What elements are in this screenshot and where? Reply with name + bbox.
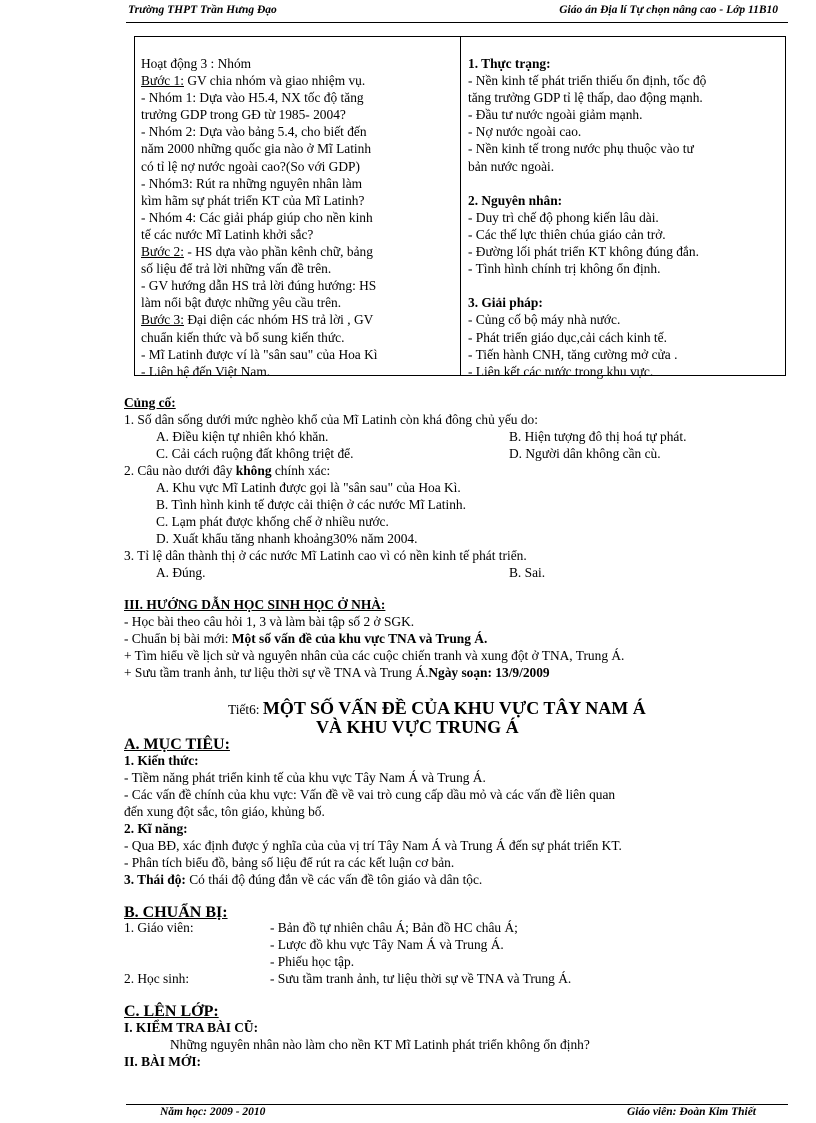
- table-left-line: [141, 175, 378, 192]
- table-left-text: năm 2000 những quốc gia nào ở Mĩ Latinh: [141, 141, 372, 157]
- table-left-column: [141, 55, 378, 380]
- table-left-line: [141, 123, 378, 140]
- footer-rule: [126, 1104, 788, 1105]
- q3-option-b: B. Sai.: [509, 565, 546, 580]
- q3-option-a: A. Đúng.: [156, 565, 206, 580]
- table-right-line: bản nước ngoài.: [468, 158, 555, 174]
- step-label: Bước 2:: [141, 244, 184, 260]
- homework-line-1: - Học bài theo câu hỏi 1, 3 và làm bài tập số 2 ở SGK.: [124, 614, 415, 629]
- table-left-line: [141, 260, 378, 277]
- q2-text-post: chính xác:: [271, 463, 331, 478]
- q2-text-bold: không: [235, 463, 272, 478]
- table-left-line: [141, 311, 378, 328]
- skills-title: 2. Kĩ năng:: [124, 821, 188, 836]
- table-left-text: có tỉ lệ nợ nước ngoài cao?(So với GDP): [141, 158, 360, 174]
- table-right-heading: 1. Thực trạng:: [468, 56, 551, 71]
- table-left-line: [141, 346, 378, 363]
- student-label: 2. Học sinh:: [124, 971, 190, 986]
- q2-option-c: C. Lạm phát được khống chế ở nhiều nước.: [156, 514, 389, 529]
- table-left-line: [141, 55, 378, 72]
- table-right-line: - Đầu tư nước ngoài giảm mạnh.: [468, 107, 643, 123]
- knowledge-line-3: đến xung đột sắc, tôn giáo, khủng bố.: [124, 804, 325, 819]
- attitude-text: Có thái độ đúng đắn về các vấn đề tôn giáo và dân tộc.: [185, 872, 483, 887]
- table-left-line: [141, 363, 378, 380]
- table-left-text: - Liên hệ đến Việt Nam.: [141, 363, 271, 379]
- question-3: 3. Tỉ lệ dân thành thị ở các nước Mĩ Latinh cao vì có nền kinh tế phát triển.: [124, 548, 527, 563]
- step-label: Bước 1:: [141, 73, 184, 89]
- table-right-line: - Nền kinh tế trong nước phụ thuộc vào tư: [468, 141, 694, 157]
- homework-next-lesson: Một số vấn đề của khu vực TNA và Trung Á.: [231, 631, 488, 646]
- table-left-line: [141, 72, 378, 89]
- homework-line-4: [124, 665, 550, 681]
- preparation-date: Ngày soạn: 13/9/2009: [428, 665, 550, 680]
- preparation-title: B. CHUẨN BỊ:: [124, 904, 228, 921]
- class-title: C. LÊN LỚP:: [124, 1003, 219, 1020]
- homework-line-2: [124, 631, 487, 647]
- table-right-heading: 3. Giải pháp:: [468, 295, 543, 311]
- homework-line-4-pre: + Sưu tầm tranh ảnh, tư liệu thời sự về TNA và Trung Á.: [124, 665, 429, 680]
- attitude-title: 3. Thái độ:: [124, 872, 186, 887]
- question-2: [124, 463, 330, 479]
- table-right-line: - Nền kinh tế phát triển thiếu ổn định, tốc độ: [468, 73, 707, 89]
- activity-table: [134, 36, 786, 379]
- table-right-line: - Tiến hành CNH, tăng cường mở cửa .: [468, 346, 678, 362]
- consolidation-title: Củng cố:: [124, 395, 176, 410]
- attitude-line: [124, 872, 482, 888]
- table-left-line: [141, 277, 378, 294]
- lesson-title-main: MỘT SỐ VẤN ĐỀ CỦA KHU VỰC TÂY NAM Á: [262, 698, 646, 718]
- table-right-column: [468, 55, 706, 380]
- q1-option-d: D. Người dân không cần cù.: [509, 446, 661, 461]
- q1-option-b: B. Hiện tượng đô thị hoá tự phát.: [509, 429, 687, 444]
- table-left-text: tế các nước Mĩ Latinh khởi sắc?: [141, 226, 314, 242]
- table-right-line: - Đường lối phát triển KT không đúng đắn.: [468, 244, 699, 260]
- knowledge-line-1: - Tiềm năng phát triển kinh tế của khu vực Tây Nam Á và Trung Á.: [124, 770, 486, 785]
- old-lesson-question: Những nguyên nhân nào làm cho nền KT Mĩ Latinh phát triển không ổn định?: [170, 1037, 590, 1052]
- table-left-line: [141, 209, 378, 226]
- table-left-text: - HS dựa vào phần kênh chữ, bảng: [183, 244, 373, 260]
- lesson-title-line-1: [228, 698, 646, 719]
- step-label: Bước 3:: [141, 312, 184, 328]
- table-left-line: [141, 140, 378, 157]
- table-right-line: [468, 175, 706, 192]
- knowledge-line-2: - Các vấn đề chính của khu vực: Vấn đề về vai trò cung cấp dầu mỏ và các vấn đề liên quan: [124, 787, 616, 802]
- table-left-line: [141, 89, 378, 106]
- table-right-line: - Duy trì chế độ phong kiến lâu dài.: [468, 209, 659, 225]
- student-item-1: - Sưu tầm tranh ảnh, tư liệu thời sự về TNA và Trung Á.: [270, 971, 572, 986]
- homework-line-3: + Tìm hiểu về lịch sử và nguyên nhân của các cuộc chiến tranh và xung đột ở TNA, Trung Á.: [124, 648, 625, 663]
- skills-line-2: - Phân tích biểu đồ, bảng số liệu để rút ra các kết luận cơ bản.: [124, 855, 455, 870]
- table-left-text: trưởng GDP trong GĐ từ 1985- 2004?: [141, 107, 346, 123]
- table-right-heading: 2. Nguyên nhân:: [468, 192, 563, 208]
- table-left-text: - Nhóm 4: Các giải pháp giúp cho nền kinh: [141, 209, 373, 225]
- objectives-title: A. MỤC TIÊU:: [124, 736, 230, 753]
- table-left-text: - Nhóm 1: Dựa vào H5.4, NX tốc độ tăng: [141, 90, 364, 106]
- table-left-line: [141, 226, 378, 243]
- q2-option-a: A. Khu vực Mĩ Latinh được gọi là "sân sau" của Hoa Kì.: [156, 480, 461, 495]
- teacher-item-3: - Phiếu học tập.: [270, 954, 355, 969]
- q2-option-b: B. Tình hình kinh tế được cải thiện ở các nước Mĩ Latinh.: [156, 497, 466, 512]
- table-left-text: chuẩn kiến thức và bổ sung kiến thức.: [141, 329, 345, 345]
- table-left-text: - GV hướng dẫn HS trả lời đúng hướng: HS: [141, 278, 377, 294]
- footer-teacher: Giáo viên: Đoàn Kim Thiết: [626, 1106, 756, 1118]
- table-left-line: [141, 294, 378, 311]
- lesson-title-line-2: VÀ KHU VỰC TRUNG Á: [316, 717, 519, 737]
- table-left-line: [141, 192, 378, 209]
- table-divider: [460, 37, 461, 375]
- table-left-line: [141, 158, 378, 175]
- table-left-text: GV chia nhóm và giao nhiệm vụ.: [183, 73, 366, 89]
- table-left-text: kìm hãm sự phát triển KT của Mĩ Latinh?: [141, 192, 365, 208]
- table-left-text: - Nhóm 2: Dựa vào bảng 5.4, cho biết đến: [141, 124, 367, 140]
- lesson-number: Tiết6:: [228, 702, 263, 717]
- table-left-text: Đại diện các nhóm HS trả lời , GV: [183, 312, 374, 328]
- skills-line-1: - Qua BĐ, xác định được ý nghĩa của của vị trí Tây Nam Á và Trung Á đến sự phát triển KT.: [124, 838, 622, 853]
- teacher-label: 1. Giáo viên:: [124, 920, 194, 935]
- header-school: Trường THPT Trần Hưng Đạo: [128, 4, 277, 16]
- homework-title: III. HƯỚNG DẪN HỌC SINH HỌC Ở NHÀ:: [124, 597, 386, 612]
- teacher-item-1: - Bản đồ tự nhiên châu Á; Bản đồ HC châu Á;: [270, 920, 518, 935]
- q2-text-pre: 2. Câu nào dưới đây: [124, 463, 236, 478]
- q1-option-c: C. Cải cách ruộng đất không triệt để.: [156, 446, 354, 461]
- table-left-text: làm nổi bật được những yêu cầu trên.: [141, 295, 342, 311]
- homework-line-2-pre: - Chuẩn bị bài mới:: [124, 631, 232, 646]
- table-right-line: - Các thế lực thiên chúa giáo cản trở.: [468, 226, 666, 242]
- header-rule: [126, 22, 788, 23]
- table-left-line: [141, 106, 378, 123]
- knowledge-title: 1. Kiến thức:: [124, 753, 199, 768]
- table-right-line: - Củng cố bộ máy nhà nước.: [468, 312, 621, 328]
- table-left-line: [141, 329, 378, 346]
- footer-year: Năm học: 2009 - 2010: [160, 1106, 266, 1118]
- q2-option-d: D. Xuất khẩu tăng nhanh khoảng30% năm 2004.: [156, 531, 418, 546]
- table-right-line: - Nợ nước ngoài cao.: [468, 124, 582, 140]
- old-lesson-check-title: I. KIỂM TRA BÀI CŨ:: [124, 1020, 259, 1035]
- new-lesson-title: II. BÀI MỚI:: [124, 1054, 202, 1069]
- table-right-line: [468, 277, 706, 294]
- table-left-text: - Mĩ Latinh được ví là "sân sau" của Hoa Kì: [141, 346, 378, 362]
- header-course: Giáo án Địa lí Tự chọn nâng cao - Lớp 11B10: [559, 4, 778, 16]
- table-right-line: tăng trưởng GDP tỉ lệ thấp, dao động mạnh.: [468, 90, 703, 106]
- table-left-text: Hoạt động 3 : Nhóm: [141, 56, 252, 71]
- table-right-line: - Liên kết các nước trong khu vực.: [468, 363, 654, 379]
- teacher-item-2: - Lược đồ khu vực Tây Nam Á và Trung Á.: [270, 937, 504, 952]
- table-left-text: số liệu để trả lời những vấn đề trên.: [141, 261, 332, 277]
- table-right-line: - Tình hình chính trị không ổn định.: [468, 261, 661, 277]
- question-1: 1. Số dân sống dưới mức nghèo khổ của Mĩ Latinh còn khá đông chủ yếu do:: [124, 412, 538, 427]
- q1-option-a: A. Điều kiện tự nhiên khó khăn.: [156, 429, 329, 444]
- table-right-line: - Phát triển giáo dục,cải cách kinh tế.: [468, 329, 667, 345]
- table-left-line: [141, 243, 378, 260]
- table-left-text: - Nhóm3: Rút ra những nguyên nhân làm: [141, 175, 363, 191]
